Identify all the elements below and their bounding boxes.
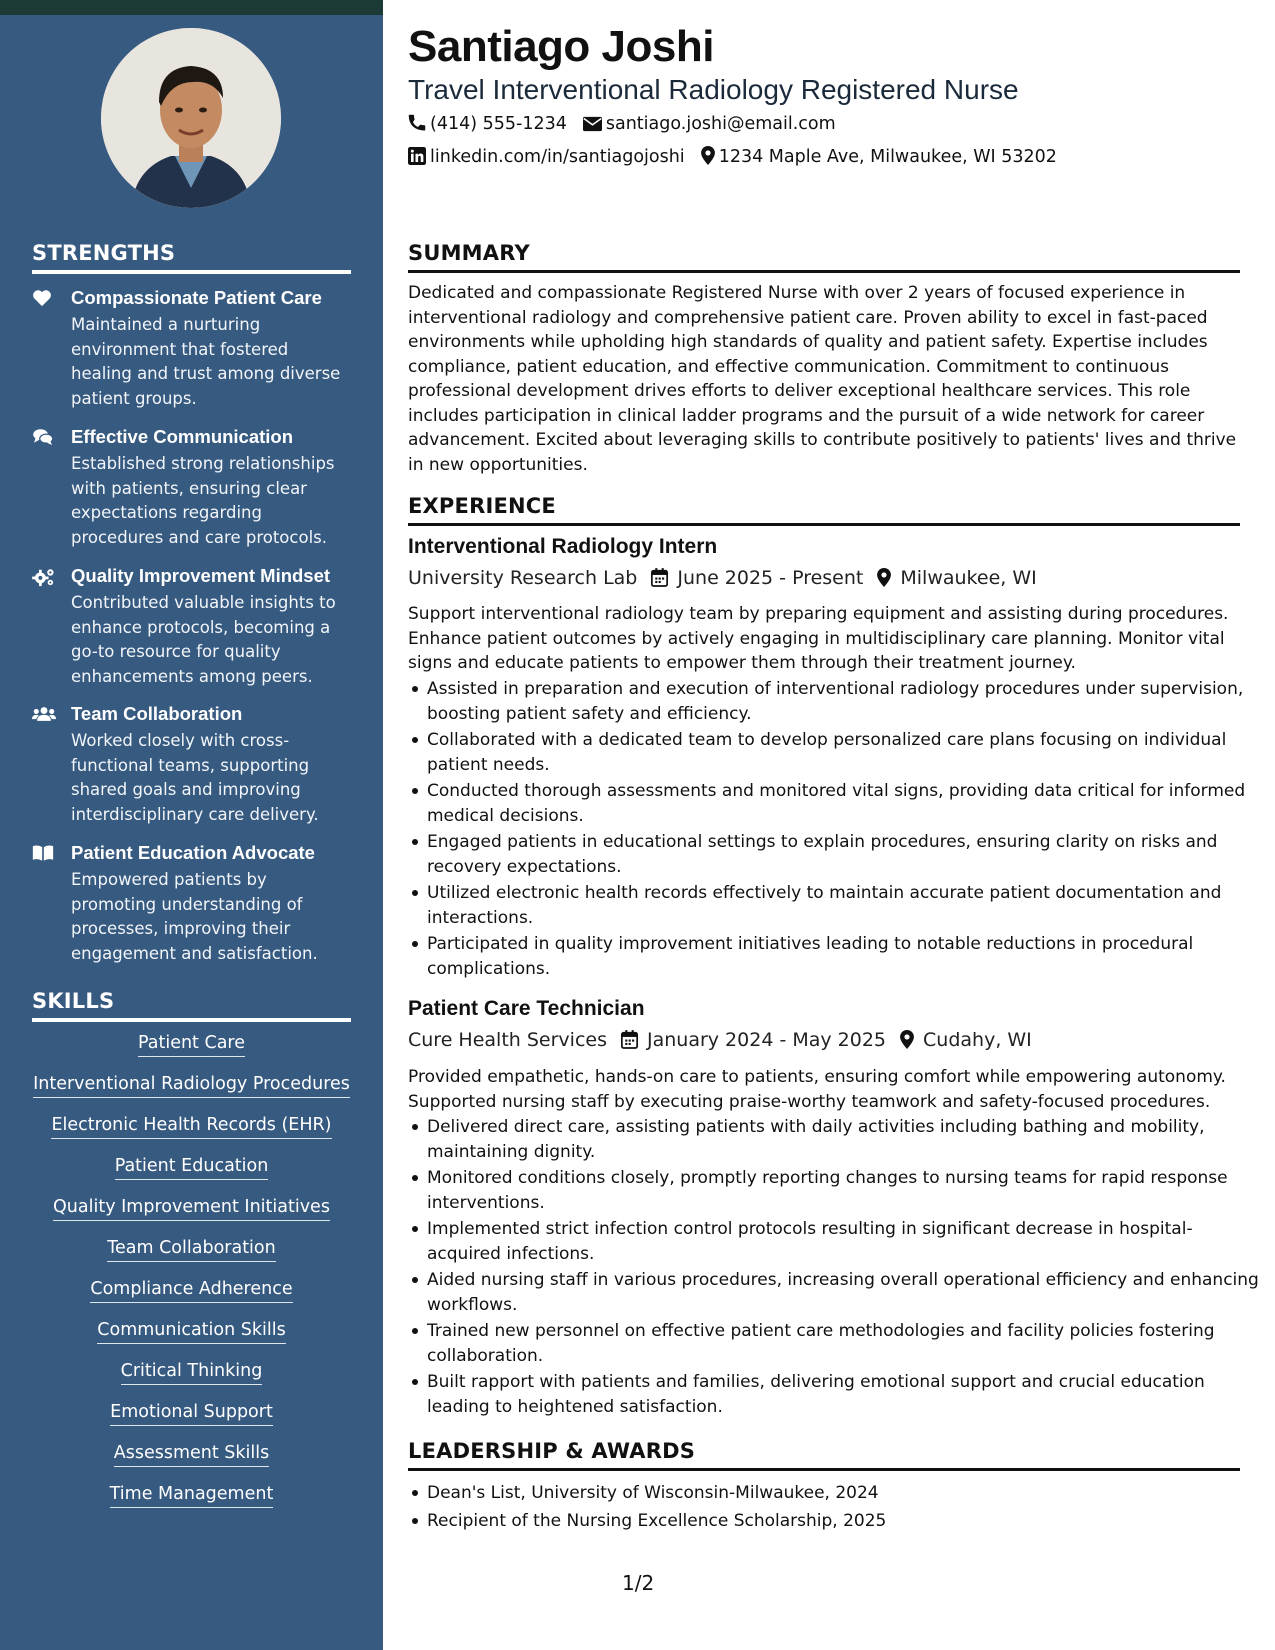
bullet-item: Implemented strict infection control protocols resulting in significant decrease in hospital-acquired infections. (427, 1217, 1259, 1266)
candidate-name: Santiago Joshi (408, 22, 714, 71)
company-name: Cure Health Services (408, 1029, 607, 1051)
top-accent-bar (0, 0, 383, 15)
bullet-item: Aided nursing staff in various procedures, increasing overall operational efficiency and enhancing workflows. (427, 1268, 1259, 1317)
strength-description: Maintained a nurturing environment that fostered healing and trust among diverse patient groups. (71, 315, 341, 408)
strengths-heading: STRENGTHS (32, 241, 351, 274)
skill-item: Communication Skills (97, 1320, 285, 1344)
role-bullets (408, 677, 1259, 983)
skill-item: Interventional Radiology Procedures (33, 1074, 350, 1098)
skill-item: Assessment Skills (114, 1443, 269, 1467)
skill-item: Emotional Support (110, 1402, 273, 1426)
book-open-icon (32, 844, 56, 864)
role-meta (408, 1029, 1032, 1054)
strength-description: Empowered patients by promoting understanding of processes, improving their engagement and satisfaction. (71, 870, 318, 963)
strength-title: Quality Improvement Mindset (71, 565, 331, 586)
skill-item: Patient Care (138, 1033, 245, 1057)
skill-item: Compliance Adherence (90, 1279, 292, 1303)
skill-item: Patient Education (115, 1156, 269, 1180)
skills-list (32, 1033, 351, 1525)
strength-description: Contributed valuable insights to enhance protocols, becoming a go-to resource for quality enhancements among peers. (71, 593, 336, 686)
role-dates: January 2024 - May 2025 (646, 1029, 887, 1051)
strength-description: Established strong relationships with patients, ensuring clear expectations regarding procedures and care protocols. (71, 454, 335, 547)
skill-item: Quality Improvement Initiatives (53, 1197, 330, 1221)
map-marker-icon (900, 1030, 914, 1054)
role-dates: June 2025 - Present (677, 567, 864, 589)
phone-text: (414) 555-1234 (430, 114, 567, 134)
bullet-item: Utilized electronic health records effectively to maintain accurate patient documentation and interactions. (427, 881, 1259, 930)
comments-icon (32, 428, 56, 448)
linkedin-icon (408, 147, 426, 170)
calendar-icon (651, 568, 668, 592)
strength-title: Patient Education Advocate (71, 842, 315, 863)
bullet-item: Assisted in preparation and execution of interventional radiology procedures under supervision, boosting patient safety and efficiency. (427, 677, 1259, 726)
strength-title: Effective Communication (71, 426, 294, 447)
award-item: Dean's List, University of Wisconsin-Milwaukee, 2024 (427, 1481, 1259, 1506)
role-bullets (408, 1115, 1259, 1421)
role-meta (408, 567, 1037, 592)
role-title: Patient Care Technician (408, 997, 645, 1020)
users-icon (32, 705, 56, 725)
contact-line-2 (408, 146, 1057, 170)
skill-item: Team Collaboration (107, 1238, 275, 1262)
role-summary: Support interventional radiology team by preparing equipment and assisting during procedures. Enhance patient outcomes by actively engaging in multidisciplinary care planning. Monitor vital signs and educate patients to empower them through their treatment journey. (408, 604, 1229, 673)
email-link[interactable]: santiago.joshi@email.com (605, 114, 836, 134)
role-location: Milwaukee, WI (900, 567, 1037, 589)
bullet-item: Built rapport with patients and families, delivering emotional support and crucial education leading to heightened satisfaction. (427, 1370, 1259, 1419)
role-title: Interventional Radiology Intern (408, 535, 718, 558)
profile-photo (101, 28, 281, 208)
strength-title: Compassionate Patient Care (71, 287, 322, 308)
bullet-item: Conducted thorough assessments and monitored vital signs, providing data critical for informed medical decisions. (427, 779, 1259, 828)
map-marker-icon (877, 568, 891, 592)
role-location: Cudahy, WI (923, 1029, 1032, 1051)
page-number: 1/2 (622, 1571, 655, 1595)
phone-icon (408, 114, 426, 137)
experience-heading: EXPERIENCE (408, 494, 1240, 526)
skill-item: Critical Thinking (121, 1361, 263, 1385)
gears-icon (32, 567, 56, 587)
candidate-title: Travel Interventional Radiology Registered Nurse (408, 74, 1019, 105)
awards-list (408, 1481, 1259, 1535)
role-summary: Provided empathetic, hands-on care to patients, ensuring comfort while empowering autonomy. Supported nursing staff by executing praise-worthy teamwork and safety-focused procedures. (408, 1067, 1226, 1112)
bullet-item: Engaged patients in educational settings to explain procedures, ensuring clarity on risks and recovery expectations. (427, 830, 1259, 879)
calendar-icon (621, 1030, 638, 1054)
sidebar (0, 0, 383, 1650)
top-bar-right (383, 0, 1275, 15)
heart-icon (32, 289, 56, 309)
skill-item: Time Management (110, 1484, 274, 1508)
linkedin-link[interactable]: linkedin.com/in/santiagojoshi (430, 147, 685, 167)
strength-title: Team Collaboration (71, 703, 243, 724)
company-name: University Research Lab (408, 567, 638, 589)
skill-item: Electronic Health Records (EHR) (51, 1115, 331, 1139)
address-text: 1234 Maple Ave, Milwaukee, WI 53202 (718, 147, 1057, 167)
bullet-item: Monitored conditions closely, promptly reporting changes to nursing teams for rapid response interventions. (427, 1166, 1259, 1215)
award-item: Recipient of the Nursing Excellence Scholarship, 2025 (427, 1509, 1259, 1534)
bullet-item: Trained new personnel on effective patient care methodologies and facility policies fostering collaboration. (427, 1319, 1259, 1368)
strength-description: Worked closely with cross-functional teams, supporting shared goals and improving interdisciplinary care delivery. (71, 731, 319, 824)
summary-text: Dedicated and compassionate Registered Nurse with over 2 years of focused experience in interventional radiology and comprehensive patient care. Proven ability to excel in fast-paced environments while upholding high standards of quality and patient safety. Expertise includes compliance, patient education, and effective communication. Commitment to continuous professional development drives efforts to deliver exceptional healthcare services. This role includes participation in clinical ladder programs and the pursuit of a wide network for career advancement. Excited about leveraging skills to contribute positively to patients' lives and thrive in new opportunities. (408, 283, 1237, 475)
profile-photo-illustration (101, 28, 281, 208)
skills-heading: SKILLS (32, 989, 351, 1022)
contact-line-1 (408, 114, 836, 137)
map-marker-icon (701, 146, 715, 170)
awards-heading: LEADERSHIP & AWARDS (408, 1439, 1240, 1471)
bullet-item: Collaborated with a dedicated team to develop personalized care plans focusing on individual patient needs. (427, 728, 1259, 777)
envelope-icon (583, 116, 602, 137)
bullet-item: Participated in quality improvement initiatives leading to notable reductions in procedural complications. (427, 932, 1259, 981)
summary-heading: SUMMARY (408, 241, 1240, 273)
bullet-item: Delivered direct care, assisting patients with daily activities including bathing and mobility, maintaining dignity. (427, 1115, 1259, 1164)
